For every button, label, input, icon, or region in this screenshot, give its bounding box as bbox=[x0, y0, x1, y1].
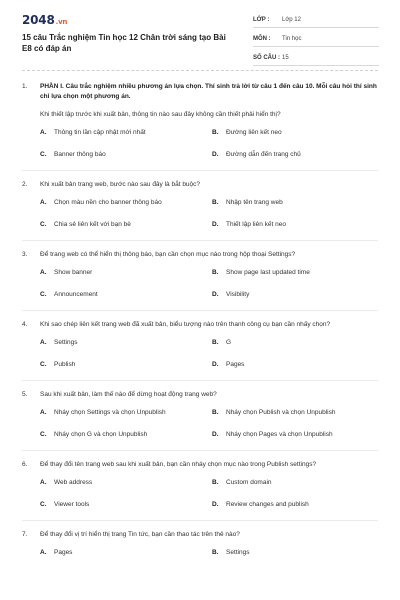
answer-options bbox=[22, 548, 378, 557]
answer-option[interactable] bbox=[40, 220, 212, 229]
option-text: Nhập tên trang web bbox=[226, 199, 283, 206]
option-letter: C. bbox=[40, 361, 47, 368]
answer-options bbox=[22, 128, 378, 159]
answer-option[interactable] bbox=[40, 430, 212, 439]
answer-options bbox=[22, 478, 378, 509]
option-text: Settings bbox=[226, 549, 250, 556]
question-body: Để thay đổi vị trí hiển thị trang Tin tức, bạn cần thao tác trên thẻ nào? bbox=[40, 531, 240, 538]
question-separator bbox=[22, 380, 378, 381]
answer-option[interactable] bbox=[212, 478, 384, 487]
option-text: Web address bbox=[54, 479, 93, 486]
question-body: Để thay đổi tên trang web sau khi xuất bản, bạn cần nháy chọn mục nào trong Publish settings? bbox=[40, 461, 317, 468]
question-number: 4. bbox=[22, 321, 28, 328]
option-letter: A. bbox=[40, 549, 47, 556]
meta-class-label: LỚP : bbox=[253, 17, 270, 23]
answer-option[interactable] bbox=[212, 220, 384, 229]
question-number: 2. bbox=[22, 181, 28, 188]
option-letter: A. bbox=[40, 269, 47, 276]
question-body: Sau khi xuất bản, làm thế nào để dừng hoạt động trang web? bbox=[40, 391, 217, 398]
option-letter: D. bbox=[212, 501, 219, 508]
option-text: Thiết lập liên kết neo bbox=[226, 221, 286, 228]
question-body: Khi xuất bản trang web, bước nào sau đây là bắt buộc? bbox=[40, 181, 201, 188]
meta-class-row bbox=[253, 14, 379, 28]
question-separator bbox=[22, 240, 378, 241]
option-text: Nháy chọn Publish và chọn Unpublish bbox=[226, 409, 336, 416]
section-intro bbox=[22, 82, 378, 102]
option-letter: B. bbox=[212, 549, 219, 556]
option-text: Viewer tools bbox=[54, 501, 90, 508]
question-item bbox=[22, 460, 378, 509]
answer-option[interactable] bbox=[40, 268, 212, 277]
option-text: G bbox=[226, 339, 232, 346]
option-text: Show page last updated time bbox=[226, 269, 310, 276]
document-title: 15 câu Trắc nghiệm Tin học 12 Chân trời sáng tạo Bài E8 có đáp án bbox=[22, 33, 226, 53]
option-letter: D. bbox=[212, 431, 219, 438]
option-letter: C. bbox=[40, 151, 47, 158]
question-item bbox=[22, 82, 378, 159]
option-text: Show banner bbox=[54, 269, 93, 276]
answer-option[interactable] bbox=[40, 290, 212, 299]
answer-options bbox=[22, 268, 378, 299]
question-text: Khi thiết lập trước khi xuất bản, thông tin nào sau đây không cần thiết phải hiển thị? bbox=[40, 111, 281, 118]
option-letter: B. bbox=[212, 199, 219, 206]
option-letter: B. bbox=[212, 129, 219, 136]
option-letter: A. bbox=[40, 129, 47, 136]
answer-option[interactable] bbox=[40, 128, 212, 137]
option-text: Review changes and publish bbox=[226, 501, 309, 508]
option-text: Nháy chọn Settings và chọn Unpublish bbox=[54, 409, 166, 416]
answer-option[interactable] bbox=[40, 408, 212, 417]
option-text: Thông tin lần cập nhật mới nhất bbox=[54, 129, 146, 136]
option-letter: C. bbox=[40, 291, 47, 298]
option-letter: D. bbox=[212, 151, 219, 158]
meta-subject-row bbox=[253, 33, 379, 47]
meta-subject-label: MÔN : bbox=[253, 36, 271, 42]
answer-options bbox=[22, 338, 378, 369]
page-header bbox=[0, 0, 400, 70]
answer-options bbox=[22, 408, 378, 439]
question-text bbox=[22, 530, 378, 540]
option-letter: C. bbox=[40, 431, 47, 438]
answer-option[interactable] bbox=[212, 548, 384, 557]
option-text: Đường liên kết neo bbox=[226, 129, 282, 136]
question-number: 6. bbox=[22, 461, 28, 468]
answer-option[interactable] bbox=[212, 338, 384, 347]
option-text: Custom domain bbox=[226, 479, 272, 486]
option-text: Đường dẫn đến trang chủ bbox=[226, 151, 301, 158]
question-text bbox=[22, 460, 378, 470]
option-letter: B. bbox=[212, 479, 219, 486]
question-separator bbox=[22, 170, 378, 171]
answer-option[interactable] bbox=[212, 150, 384, 159]
option-letter: D. bbox=[212, 361, 219, 368]
question-item bbox=[22, 530, 378, 557]
question-separator bbox=[22, 520, 378, 521]
option-text: Nháy chọn G và chọn Unpublish bbox=[54, 431, 148, 438]
question-text bbox=[22, 320, 378, 330]
answer-option[interactable] bbox=[212, 198, 384, 207]
question-body: Khi sao chép liên kết trang web đã xuất bản, biểu tượng nào trên thanh công cụ bạn cần nhấy chọn? bbox=[40, 321, 331, 328]
question-text bbox=[22, 180, 378, 190]
option-letter: A. bbox=[40, 479, 47, 486]
option-letter: D. bbox=[212, 221, 219, 228]
question-list bbox=[0, 82, 400, 557]
answer-option[interactable] bbox=[212, 500, 384, 509]
option-text: Chọn màu nền cho banner thông báo bbox=[54, 199, 162, 206]
answer-option[interactable] bbox=[40, 360, 212, 369]
option-letter: B. bbox=[212, 339, 219, 346]
question-number: 3. bbox=[22, 251, 28, 258]
option-text: Settings bbox=[54, 339, 78, 346]
header-divider bbox=[22, 70, 378, 71]
option-text: Announcement bbox=[54, 291, 98, 298]
option-text: Visibility bbox=[226, 291, 250, 298]
question-number: 7. bbox=[22, 531, 28, 538]
option-letter: C. bbox=[40, 221, 47, 228]
question-item bbox=[22, 250, 378, 299]
section-instructions: PHẦN I. Câu trắc nghiệm nhiều phương án lựa chọn. Thí sinh trả lời từ câu 1 đến câu 10. Mỗi câu hỏi thí sinh chỉ lựa chọn một phương án. bbox=[40, 83, 377, 100]
meta-count-row bbox=[253, 52, 379, 66]
document-meta bbox=[253, 14, 379, 71]
answer-options bbox=[22, 198, 378, 229]
answer-option[interactable] bbox=[40, 150, 212, 159]
answer-option[interactable] bbox=[40, 500, 212, 509]
answer-option[interactable] bbox=[212, 268, 384, 277]
option-letter: A. bbox=[40, 409, 47, 416]
answer-option[interactable] bbox=[212, 360, 384, 369]
question-separator bbox=[22, 310, 378, 311]
answer-option[interactable] bbox=[212, 408, 384, 417]
question-item bbox=[22, 180, 378, 229]
option-text: Pages bbox=[226, 361, 245, 368]
question-text bbox=[22, 390, 378, 400]
option-letter: A. bbox=[40, 199, 47, 206]
meta-class-value: Lớp 12 bbox=[282, 17, 301, 23]
option-letter: B. bbox=[212, 269, 219, 276]
option-letter: B. bbox=[212, 409, 219, 416]
question-number: 1. bbox=[22, 83, 28, 90]
option-letter: D. bbox=[212, 291, 219, 298]
question-number: 5. bbox=[22, 391, 28, 398]
question-body: Để trang web có thể hiển thị thông báo, bạn cần chọn mục nào trong hộp thoại Settings? bbox=[40, 251, 296, 258]
question-item bbox=[22, 390, 378, 439]
site-logo[interactable] bbox=[22, 13, 67, 27]
meta-subject-value: Tin học bbox=[282, 36, 302, 42]
logo-text: 2048 bbox=[22, 13, 55, 27]
answer-option[interactable] bbox=[40, 198, 212, 207]
option-text: Banner thông báo bbox=[54, 151, 106, 158]
answer-option[interactable] bbox=[212, 430, 384, 439]
option-letter: C. bbox=[40, 501, 47, 508]
logo-domain-suffix: .vn bbox=[55, 18, 68, 26]
option-text: Publish bbox=[54, 361, 76, 368]
meta-count-label: SỐ CÂU : bbox=[253, 55, 280, 61]
question-text bbox=[22, 250, 378, 260]
option-text: Nháy chọn Pages và chọn Unpublish bbox=[226, 431, 333, 438]
answer-option[interactable] bbox=[212, 128, 384, 137]
option-text: Chia sẻ liên kết với bạn bè bbox=[54, 221, 131, 228]
option-text: Pages bbox=[54, 549, 73, 556]
answer-option[interactable] bbox=[40, 548, 212, 557]
question-item bbox=[22, 320, 378, 369]
answer-option[interactable] bbox=[212, 290, 384, 299]
answer-option[interactable] bbox=[40, 478, 212, 487]
answer-option[interactable] bbox=[40, 338, 212, 347]
option-letter: A. bbox=[40, 339, 47, 346]
meta-count-value: 15 bbox=[282, 55, 289, 61]
question-separator bbox=[22, 450, 378, 451]
